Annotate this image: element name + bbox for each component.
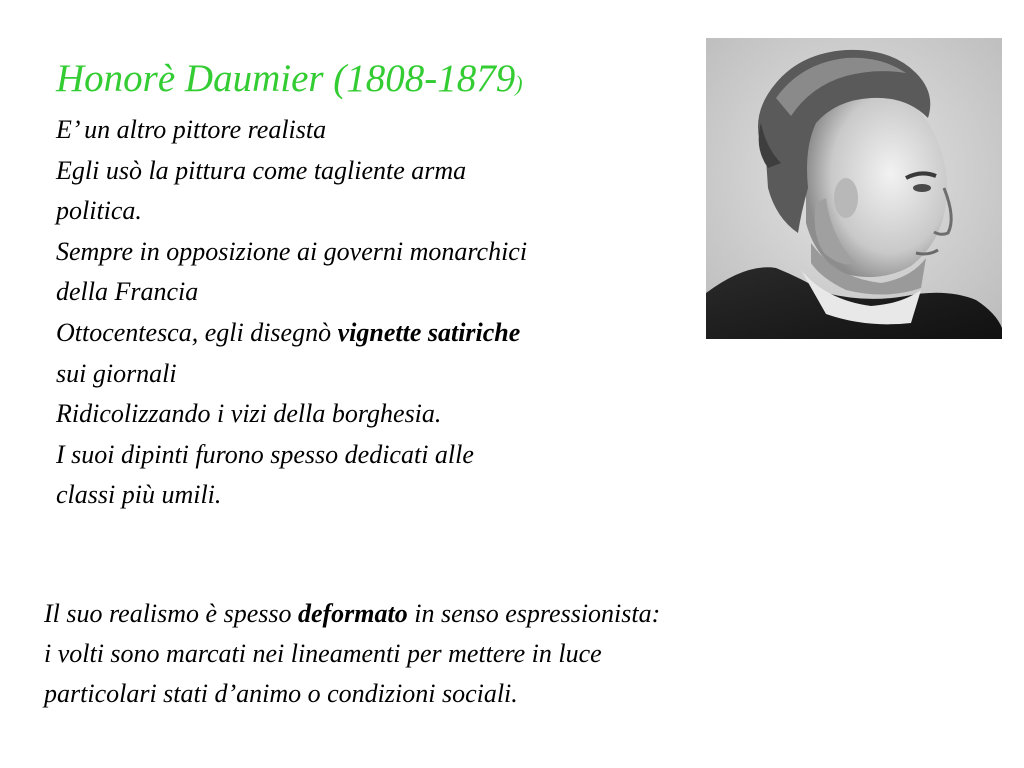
bottom-text: in senso espressionista: [407,599,661,628]
title-text: Honorè Daumier (1808-1879 [56,57,516,100]
body-line [56,313,696,354]
bottom-line: i volti sono marcati nei lineamenti per mettere in luce [44,639,602,668]
portrait-photo [706,38,1002,339]
bottom-line [44,594,944,634]
body-line: I suoi dipinti furono spesso dedicati alle [56,439,474,469]
portrait-photo-icon [706,38,1002,339]
body-line: Ridicolizzando i vizi della borghesia. [56,399,442,429]
body-text: Ottocentesca, egli disegnò [56,317,338,347]
body-line: Sempre in opposizione ai governi monarchici [56,236,528,266]
body-line: politica. [56,196,142,226]
emphasis-deformato: deformato [297,599,408,628]
body-line: sui giornali [56,358,177,388]
bottom-text: Il suo realismo è spesso [44,599,298,628]
emphasis-vignette-satiriche: vignette satiriche [337,317,521,347]
main-text-block [56,110,696,516]
body-line: E’ un altro pittore realista [56,115,327,144]
slide-title [56,56,523,107]
title-closing-paren: ) [515,71,523,96]
body-line: della Francia [56,277,199,307]
body-line: Egli usò la pittura come tagliente arma [56,155,467,185]
body-line: classi più umili. [56,480,222,510]
bottom-line: particolari stati d’animo o condizioni sociali. [44,679,518,708]
bottom-text-block [44,594,944,714]
